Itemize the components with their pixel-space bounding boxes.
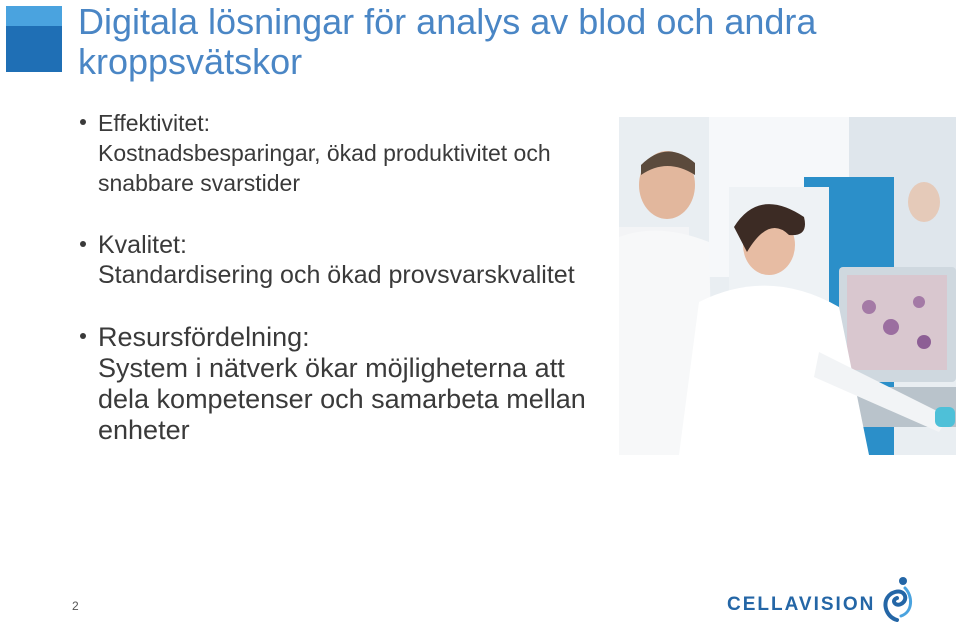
bullet-list [78, 108, 598, 446]
bullet-item [78, 230, 598, 290]
accent-block [6, 6, 62, 72]
bullet-item [78, 322, 598, 446]
cellavision-logo [727, 576, 917, 622]
slide-title: Digitala lösningar för analys av blod och andra kroppsvätskor [78, 1, 817, 82]
page-number: 2 [72, 599, 79, 613]
cellavision-swirl-icon [877, 576, 917, 622]
bullet-text: System i nätverk ökar möjligheterna att dela kompetenser och samarbeta mellan enheter [98, 353, 586, 445]
bullet-heading: Resursfördelning: [98, 322, 310, 352]
accent-block-dark [6, 26, 62, 72]
bullet-heading: Kvalitet: [98, 231, 187, 259]
accent-block-light [6, 6, 62, 26]
logo-text: CELLAVISION [727, 594, 876, 615]
bullet-text: Kostnadsbesparingar, ökad produktivitet och snabbare svarstider [98, 140, 551, 196]
bullet-item [78, 108, 598, 198]
bullet-heading: Effektivitet: [98, 110, 211, 136]
bullet-text: Standardisering och ökad provsvarskvalitet [98, 261, 575, 289]
lab-photo [619, 117, 956, 455]
